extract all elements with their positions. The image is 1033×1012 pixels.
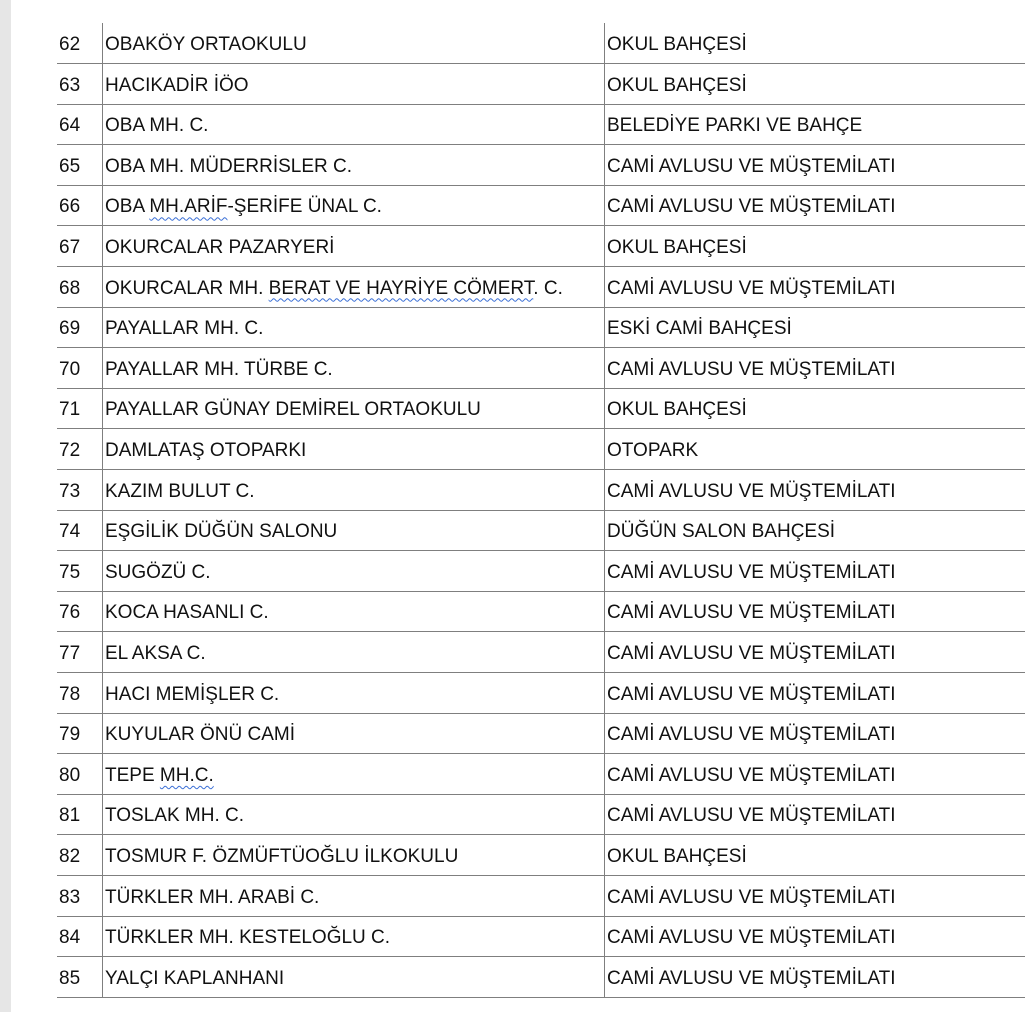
- area-type-cell[interactable]: CAMİ AVLUSU VE MÜŞTEMİLATI: [605, 916, 1026, 957]
- location-name-cell[interactable]: DAMLATAŞ OTOPARKI: [103, 429, 605, 470]
- row-number-cell[interactable]: 70: [57, 348, 103, 389]
- area-type-cell[interactable]: CAMİ AVLUSU VE MÜŞTEMİLATI: [605, 145, 1026, 186]
- table-row: [57, 713, 1025, 754]
- table-row: [57, 794, 1025, 835]
- location-name-cell[interactable]: OBA MH. MÜDERRİSLER C.: [103, 145, 605, 186]
- table-row: [57, 307, 1025, 348]
- location-name-cell[interactable]: TÜRKLER MH. KESTELOĞLU C.: [103, 916, 605, 957]
- table-row: [57, 470, 1025, 511]
- location-name-cell[interactable]: KAZIM BULUT C.: [103, 470, 605, 511]
- area-type-cell[interactable]: BELEDİYE PARKI VE BAHÇE: [605, 104, 1026, 145]
- location-name-cell[interactable]: TÜRKLER MH. ARABİ C.: [103, 875, 605, 916]
- row-number-cell[interactable]: 85: [57, 957, 103, 998]
- location-name-text: TEPE: [105, 764, 160, 786]
- table-row: [57, 957, 1025, 998]
- row-number-cell[interactable]: 82: [57, 835, 103, 876]
- location-name-cell[interactable]: KUYULAR ÖNÜ CAMİ: [103, 713, 605, 754]
- area-type-cell[interactable]: OKUL BAHÇESİ: [605, 835, 1026, 876]
- location-name-cell[interactable]: PAYALLAR GÜNAY DEMİREL ORTAOKULU: [103, 388, 605, 429]
- location-name-cell[interactable]: TOSLAK MH. C.: [103, 794, 605, 835]
- area-type-cell[interactable]: CAMİ AVLUSU VE MÜŞTEMİLATI: [605, 794, 1026, 835]
- area-type-cell[interactable]: CAMİ AVLUSU VE MÜŞTEMİLATI: [605, 713, 1026, 754]
- row-number-cell[interactable]: 62: [57, 23, 103, 64]
- location-name-cell[interactable]: HACIKADİR İÖO: [103, 64, 605, 105]
- location-name-cell[interactable]: YALÇI KAPLANHANI: [103, 957, 605, 998]
- row-number-cell[interactable]: 84: [57, 916, 103, 957]
- location-name-cell[interactable]: OBA MH. C.: [103, 104, 605, 145]
- document-page: [11, 0, 1033, 1012]
- row-number-cell[interactable]: 64: [57, 104, 103, 145]
- table-row: [57, 673, 1025, 714]
- row-number-cell[interactable]: 75: [57, 551, 103, 592]
- spellcheck-flagged-text: MH.ARİF: [149, 196, 228, 218]
- table-row: [57, 104, 1025, 145]
- table-row: [57, 185, 1025, 226]
- location-name-cell[interactable]: [103, 185, 605, 226]
- row-number-cell[interactable]: 79: [57, 713, 103, 754]
- area-type-cell[interactable]: CAMİ AVLUSU VE MÜŞTEMİLATI: [605, 591, 1026, 632]
- row-number-cell[interactable]: 68: [57, 267, 103, 308]
- area-type-cell[interactable]: CAMİ AVLUSU VE MÜŞTEMİLATI: [605, 348, 1026, 389]
- location-name-cell[interactable]: PAYALLAR MH. TÜRBE C.: [103, 348, 605, 389]
- row-number-cell[interactable]: 72: [57, 429, 103, 470]
- row-number-cell[interactable]: 73: [57, 470, 103, 511]
- location-name-cell[interactable]: [103, 267, 605, 308]
- location-name-cell[interactable]: EL AKSA C.: [103, 632, 605, 673]
- area-type-cell[interactable]: OTOPARK: [605, 429, 1026, 470]
- area-type-cell[interactable]: CAMİ AVLUSU VE MÜŞTEMİLATI: [605, 673, 1026, 714]
- table-body: [57, 23, 1025, 997]
- location-name-text: -ŞERİFE ÜNAL C.: [227, 196, 382, 218]
- area-type-cell[interactable]: CAMİ AVLUSU VE MÜŞTEMİLATI: [605, 185, 1026, 226]
- row-number-cell[interactable]: 71: [57, 388, 103, 429]
- table-row: [57, 591, 1025, 632]
- row-number-cell[interactable]: 65: [57, 145, 103, 186]
- spellcheck-flagged-text: MH.C.: [159, 764, 214, 786]
- table-row: [57, 226, 1025, 267]
- table-row: [57, 388, 1025, 429]
- area-type-cell[interactable]: OKUL BAHÇESİ: [605, 388, 1026, 429]
- area-type-cell[interactable]: CAMİ AVLUSU VE MÜŞTEMİLATI: [605, 267, 1026, 308]
- row-number-cell[interactable]: 78: [57, 673, 103, 714]
- row-number-cell[interactable]: 69: [57, 307, 103, 348]
- location-name-cell[interactable]: EŞGİLİK DÜĞÜN SALONU: [103, 510, 605, 551]
- row-number-cell[interactable]: 63: [57, 64, 103, 105]
- location-name-cell[interactable]: TOSMUR F. ÖZMÜFTÜOĞLU İLKOKULU: [103, 835, 605, 876]
- table-row: [57, 145, 1025, 186]
- row-number-cell[interactable]: 81: [57, 794, 103, 835]
- area-type-cell[interactable]: CAMİ AVLUSU VE MÜŞTEMİLATI: [605, 470, 1026, 511]
- location-name-cell[interactable]: KOCA HASANLI C.: [103, 591, 605, 632]
- location-name-cell[interactable]: PAYALLAR MH. C.: [103, 307, 605, 348]
- location-name-text: . C.: [533, 277, 563, 299]
- table-row: [57, 835, 1025, 876]
- table-row: [57, 23, 1025, 64]
- table-row: [57, 429, 1025, 470]
- area-type-cell[interactable]: DÜĞÜN SALON BAHÇESİ: [605, 510, 1026, 551]
- location-name-cell[interactable]: SUGÖZÜ C.: [103, 551, 605, 592]
- row-number-cell[interactable]: 76: [57, 591, 103, 632]
- table-row: [57, 348, 1025, 389]
- area-type-cell[interactable]: ESKİ CAMİ BAHÇESİ: [605, 307, 1026, 348]
- table-row: [57, 754, 1025, 795]
- location-table: [57, 23, 1025, 998]
- area-type-cell[interactable]: CAMİ AVLUSU VE MÜŞTEMİLATI: [605, 632, 1026, 673]
- row-number-cell[interactable]: 83: [57, 875, 103, 916]
- location-name-cell[interactable]: HACI MEMİŞLER C.: [103, 673, 605, 714]
- location-name-text: OKURCALAR MH.: [105, 277, 269, 299]
- row-number-cell[interactable]: 67: [57, 226, 103, 267]
- table-row: [57, 64, 1025, 105]
- row-number-cell[interactable]: 80: [57, 754, 103, 795]
- area-type-cell[interactable]: CAMİ AVLUSU VE MÜŞTEMİLATI: [605, 957, 1026, 998]
- row-number-cell[interactable]: 74: [57, 510, 103, 551]
- location-name-cell[interactable]: OBAKÖY ORTAOKULU: [103, 23, 605, 64]
- table-row: [57, 551, 1025, 592]
- spellcheck-flagged-text: BERAT VE HAYRİYE CÖMERT: [268, 277, 534, 299]
- area-type-cell[interactable]: CAMİ AVLUSU VE MÜŞTEMİLATI: [605, 875, 1026, 916]
- row-number-cell[interactable]: 66: [57, 185, 103, 226]
- area-type-cell[interactable]: OKUL BAHÇESİ: [605, 64, 1026, 105]
- area-type-cell[interactable]: OKUL BAHÇESİ: [605, 226, 1026, 267]
- table-row: [57, 510, 1025, 551]
- location-name-text: OBA: [105, 196, 150, 218]
- table-row: [57, 875, 1025, 916]
- area-type-cell[interactable]: CAMİ AVLUSU VE MÜŞTEMİLATI: [605, 551, 1026, 592]
- area-type-cell[interactable]: OKUL BAHÇESİ: [605, 23, 1026, 64]
- area-type-cell[interactable]: CAMİ AVLUSU VE MÜŞTEMİLATI: [605, 754, 1026, 795]
- location-name-cell[interactable]: OKURCALAR PAZARYERİ: [103, 226, 605, 267]
- table-row: [57, 632, 1025, 673]
- table-row: [57, 916, 1025, 957]
- location-name-cell[interactable]: [103, 754, 605, 795]
- row-number-cell[interactable]: 77: [57, 632, 103, 673]
- table-row: [57, 267, 1025, 308]
